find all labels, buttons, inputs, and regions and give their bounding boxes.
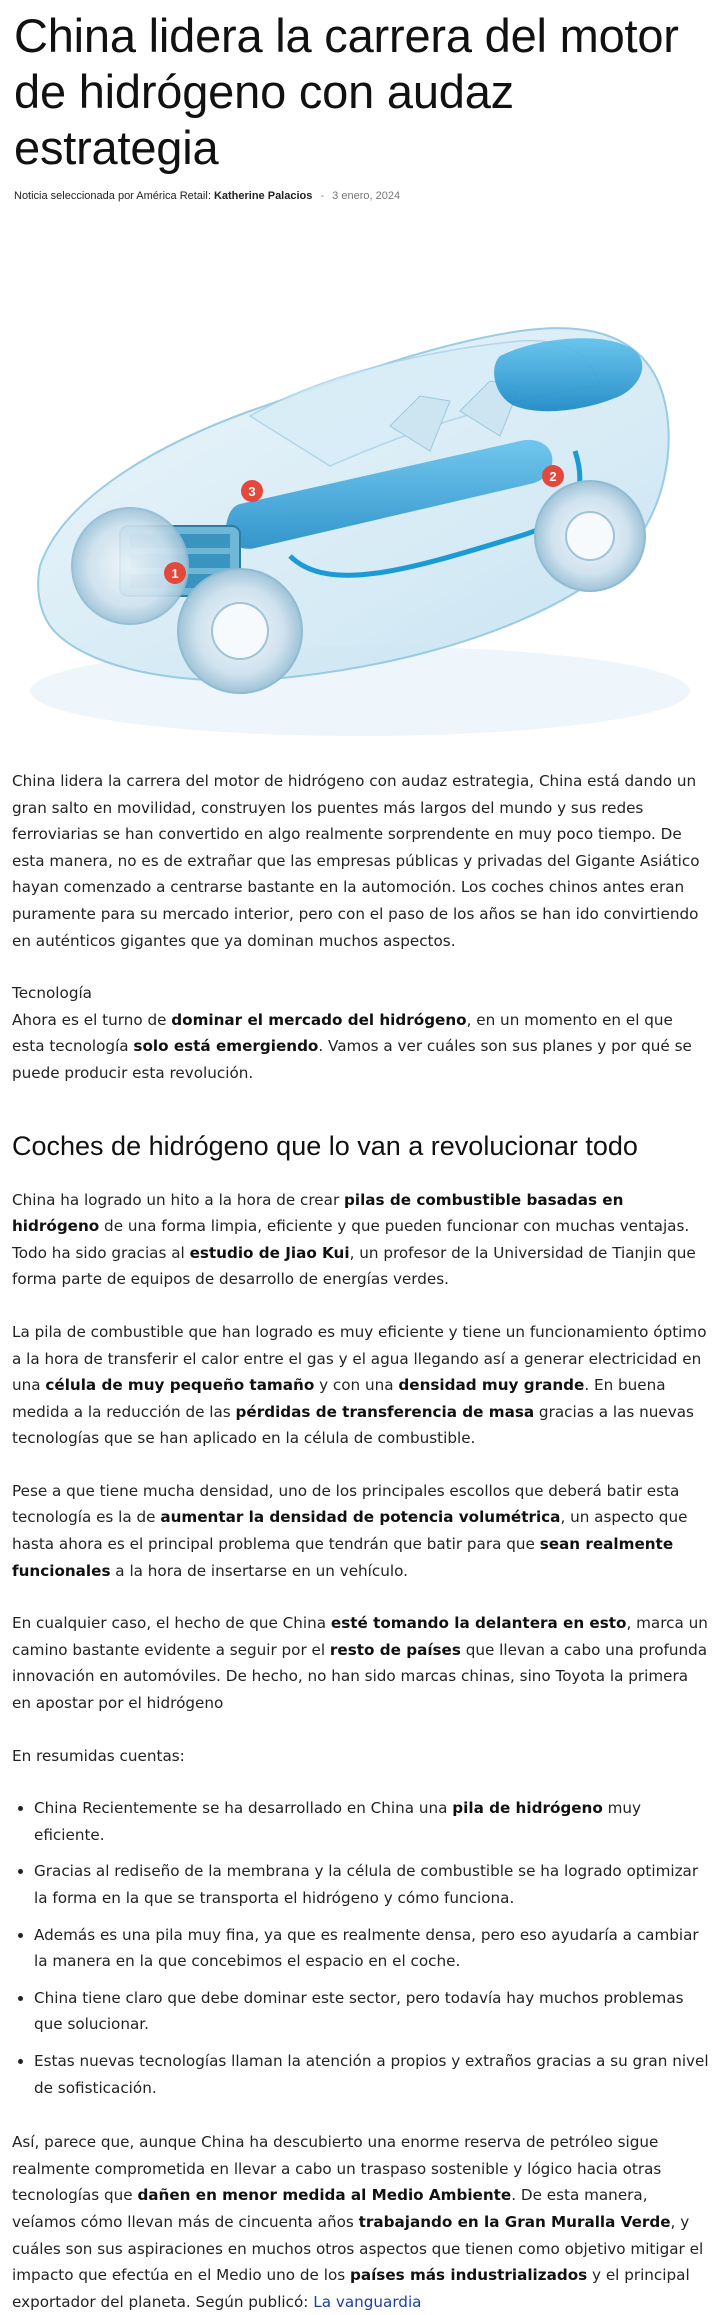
- summary-intro: En resumidas cuentas:: [12, 1746, 185, 1765]
- text-run: , un profesor de la Universidad de Tianjin que forma parte de equipos de desarrollo de energías verdes.: [12, 1243, 696, 1289]
- bold-run: densidad muy grande: [398, 1376, 585, 1395]
- closing-paragraph: [12, 2129, 710, 2315]
- byline-author[interactable]: Katherine Palacios: [213, 190, 313, 202]
- marker-3: [241, 480, 263, 502]
- text-run: La pila de combustible que han logrado es muy eficiente y tiene un funcionamiento óptimo a la hora de transferir el calor entre el gas y el agua llegando así a generar electricidad en una: [12, 1322, 707, 1395]
- bold-run: solo está emergiendo: [133, 1037, 319, 1056]
- paragraph-density: [12, 1478, 710, 1584]
- paragraph-fuel-cells: [12, 1187, 710, 1293]
- svg-text:1: 1: [171, 566, 179, 581]
- text-run: gracias a las nuevas tecnologías que se han aplicado en la célula de combustible.: [12, 1402, 694, 1448]
- text-run: China ha logrado un hito a la hora de crear: [12, 1190, 345, 1209]
- byline-separator: -: [320, 190, 325, 202]
- tech-paragraph: [12, 980, 710, 1086]
- text-run: a la hora de insertarse en un vehículo.: [110, 1561, 408, 1580]
- text-run: Ahora es el turno de: [12, 1010, 172, 1029]
- article-title: China lidera la carrera del motor de hidrógeno con audaz estrategia: [14, 9, 679, 174]
- byline-date: 3 enero, 2024: [332, 190, 401, 202]
- text-run: , en un momento en el que esta tecnología: [12, 1010, 673, 1056]
- list-item: • China tiene claro que debe dominar este sector, pero todavía hay muchos problemas que solucionar.: [34, 1985, 710, 2038]
- article-body: [0, 756, 722, 2315]
- bold-run: pilas de combustible basadas en hidrógeno: [12, 1190, 624, 1236]
- text-run: En cualquier caso, el hecho de que China: [12, 1614, 331, 1633]
- source-link[interactable]: La vanguardia: [313, 2292, 422, 2311]
- bold-run: dominar el mercado del hidrógeno: [171, 1010, 467, 1029]
- marker-1: [164, 562, 186, 584]
- bold-run: trabajando en la Gran Muralla Verde: [358, 2212, 671, 2231]
- bold-run: estudio de Jiao Kui: [189, 1243, 350, 1262]
- list-item: • Además es una pila muy fina, ya que es realmente densa, pero eso ayudaría a cambiar la manera en la que concebimos el espacio en el coche.: [34, 1922, 710, 1975]
- bold-run: célula de muy pequeño tamaño: [45, 1376, 315, 1395]
- bold-run: países más industrializados: [349, 2266, 588, 2285]
- text-run: muy eficiente.: [34, 1799, 642, 1844]
- text-run: China Recientemente se ha desarrollado en China una: [34, 1799, 453, 1818]
- bold-run: aumentar la densidad de potencia volumétrica: [160, 1508, 561, 1527]
- hero-image: [0, 236, 722, 756]
- bold-run: esté tomando la delantera en esto: [330, 1614, 627, 1633]
- byline-prefix: Noticia seleccionada por América Retail:: [14, 190, 211, 202]
- byline: [0, 176, 722, 208]
- tech-label: Tecnología: [12, 984, 92, 1003]
- svg-text:3: 3: [248, 484, 256, 499]
- text-run: y con una: [314, 1376, 399, 1395]
- bold-run: dañen en menor medida al Medio Ambiente: [137, 2186, 512, 2205]
- bold-run: pila de hidrógeno: [452, 1799, 603, 1818]
- text-run: . De esta manera, veíamos cómo llevan más de cincuenta años: [12, 2186, 648, 2231]
- text-run: . En buena medida a la reducción de las: [12, 1376, 666, 1421]
- bold-run: sean realmente funcionales: [12, 1535, 674, 1580]
- intro-paragraph: China lidera la carrera del motor de hidrógeno con audaz estrategia, China está dando un gran salto en movilidad, construyen los puentes más largos del mundo y sus redes ferroviarias se han convertido en algo realmente sorprendente en muy poco tiempo. De esta manera, no es de extrañar que las empresas públicas y privadas del Gigante Asiático hayan comenzado a centrarse bastante en la automoción. Los coches chinos antes eran puramente para su mercado interior, pero con el paso de los años se han ido convirtiendo en auténticos gigantes que ya dominan muchos aspectos.: [12, 772, 700, 950]
- text-run: . Vamos a ver cuáles son sus planes y por qué se puede producir esta revolución.: [12, 1037, 692, 1082]
- text-run: Así, parece que, aunque China ha descubierto una enorme reserva de petróleo sigue realmente comprometida en llevar a cabo un traspaso sostenible y lógico hacia otras tecnologías que: [12, 2133, 662, 2205]
- bold-run: pérdidas de transferencia de masa: [235, 1402, 535, 1421]
- svg-text:2: 2: [549, 469, 557, 484]
- text-run: , y cuáles son sus aspiraciones en muchos otros aspectos que tienen como objetivo mitigar el impacto que efectúa en el Medio uno de los: [12, 2212, 704, 2285]
- list-item: [34, 1795, 710, 1848]
- marker-2: [542, 465, 564, 487]
- list-item: • Gracias al rediseño de la membrana y la célula de combustible se ha logrado optimizar la forma en la que se transporta el hidrógeno y cómo funciona.: [34, 1858, 710, 1911]
- hydrogen-car-illustration: [0, 236, 722, 756]
- text-run: , marca un camino bastante evidente a seguir por el: [12, 1614, 708, 1659]
- text-run: y el principal exportador del planeta. Según publicó:: [12, 2266, 690, 2311]
- list-item: • Estas nuevas tecnologías llaman la atención a propios y extraños gracias a su gran nivel de sofisticación.: [34, 2048, 710, 2101]
- section-heading: Coches de hidrógeno que lo van a revolucionar todo: [12, 1130, 638, 1161]
- paragraph-lead: [12, 1610, 710, 1716]
- text-run: de una forma limpia, eficiente y que pueden funcionar con muchas ventajas. Todo ha sido gracias al: [12, 1217, 690, 1262]
- text-run: que llevan a cabo una profunda innovación en automóviles. De hecho, no han sido marcas chinas, sino Toyota la primera en apostar por el hidrógeno: [12, 1640, 708, 1713]
- text-run: Pese a que tiene mucha densidad, uno de los principales escollos que deberá batir esta tecnología es la de: [12, 1481, 680, 1527]
- summary-list: [12, 1795, 710, 2101]
- text-run: , un aspecto que hasta ahora es el principal problema que tendrán que batir para que: [12, 1508, 688, 1554]
- paragraph-efficiency: [12, 1319, 710, 1452]
- bold-run: resto de países: [329, 1640, 461, 1659]
